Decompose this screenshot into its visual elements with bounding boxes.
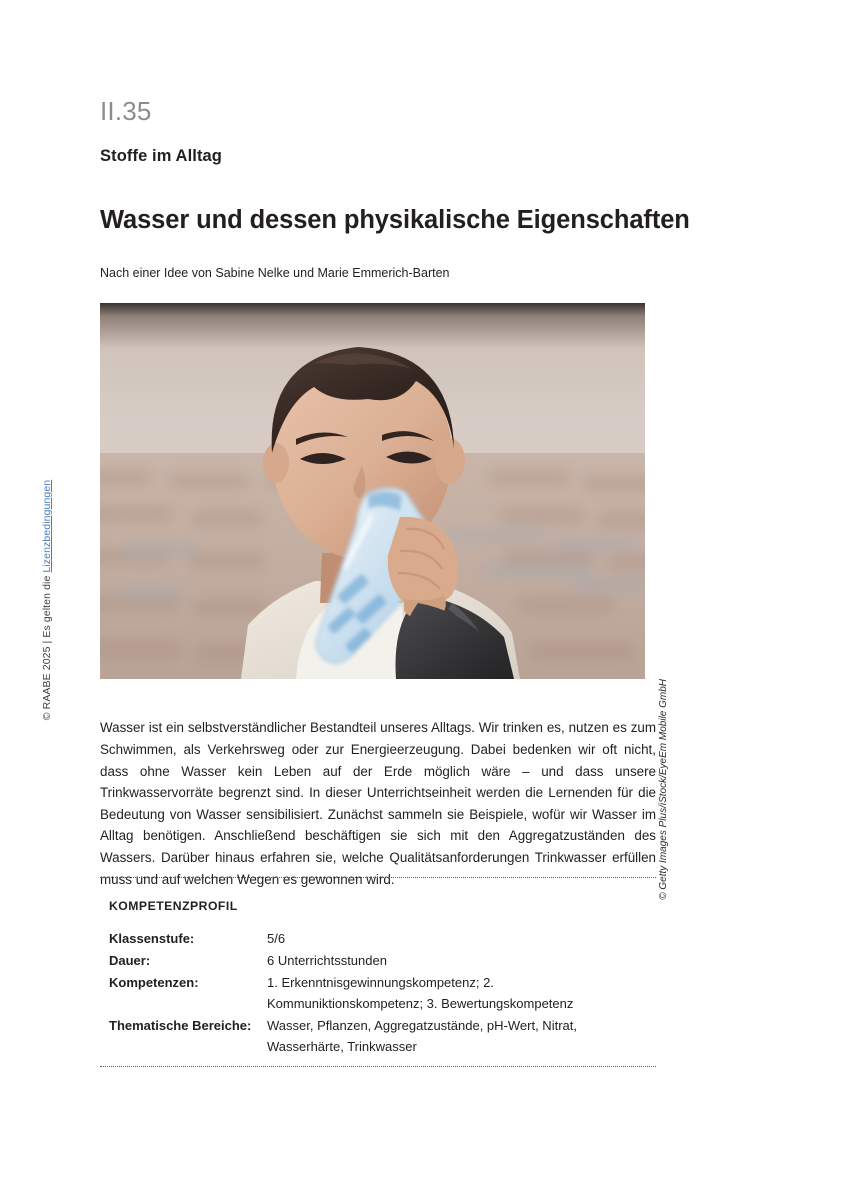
competence-profile-table <box>109 928 649 1058</box>
table-row <box>109 950 649 972</box>
row-label: Thematische Bereiche: <box>109 1018 252 1033</box>
license-notice <box>41 480 53 720</box>
intro-paragraph: Wasser ist ein selbstverständlicher Bestandteil unseres Alltags. Wir trinken es, nutzen es zum Schwimmen, als Verkehrsweg oder zur Energieerzeugung. Dabei bedenken wir oft nicht, dass ohne Wasser kein Leben auf der Erde möglich wäre – und dass unsere Trinkwasservorräte begrenzt sind. In dieser Unterrichtseinheit werden die Lernenden für die Bedeutung von Wasser sensibilisiert. Zunächst sammeln sie Beispiele, wofür wir Wasser im Alltag benötigen. Anschließend beschäftigen sie sich mit den Aggregatzuständen des Wassers. Darüber hinaus erfahren sie, welche Qualitätsanforderungen Trinkwasser erfüllen muss und auf welchen Wegen es gewonnen wird. <box>100 720 656 887</box>
competence-profile-heading: KOMPETENZPROFIL <box>109 899 238 913</box>
table-row <box>109 928 649 950</box>
table-row <box>109 972 649 1015</box>
hero-image <box>100 303 645 679</box>
license-terms-link[interactable]: Lizenzbedingungen <box>41 479 53 573</box>
divider-bottom <box>100 1066 656 1067</box>
image-credit <box>651 303 671 900</box>
license-strip <box>36 480 58 720</box>
page-title: Wasser und dessen physikalische Eigenschaften <box>100 206 690 235</box>
section-kicker: Stoffe im Alltag <box>100 147 222 165</box>
row-label: Dauer: <box>109 953 151 968</box>
row-label: Klassenstufe: <box>109 931 195 946</box>
license-prefix: © RAABE 2025 | Es gelten die <box>41 572 53 721</box>
chapter-number: II.35 <box>100 96 152 126</box>
image-credit-text: © Getty Images Plus/iStock/EyeEm Mobile GmbH <box>658 679 669 900</box>
photo-illustration <box>100 303 645 679</box>
byline: Nach einer Idee von Sabine Nelke und Marie Emmerich-Barten <box>100 266 450 280</box>
row-value: 5/6 <box>267 931 286 946</box>
row-value: Wasser, Pflanzen, Aggregatzustände, pH-Wert, Nitrat, Wasserhärte, Trinkwasser <box>267 1018 577 1054</box>
divider-top <box>100 877 656 878</box>
row-value: 1. Erkenntnisgewinnungskompetenz; 2. Kommuniktionskompetenz; 3. Bewertungskompetenz <box>267 975 574 1011</box>
row-label: Kompetenzen: <box>109 975 199 990</box>
photo-canvas <box>100 303 645 679</box>
row-value: 6 Unterrichtsstunden <box>267 953 387 968</box>
table-row <box>109 1015 649 1058</box>
